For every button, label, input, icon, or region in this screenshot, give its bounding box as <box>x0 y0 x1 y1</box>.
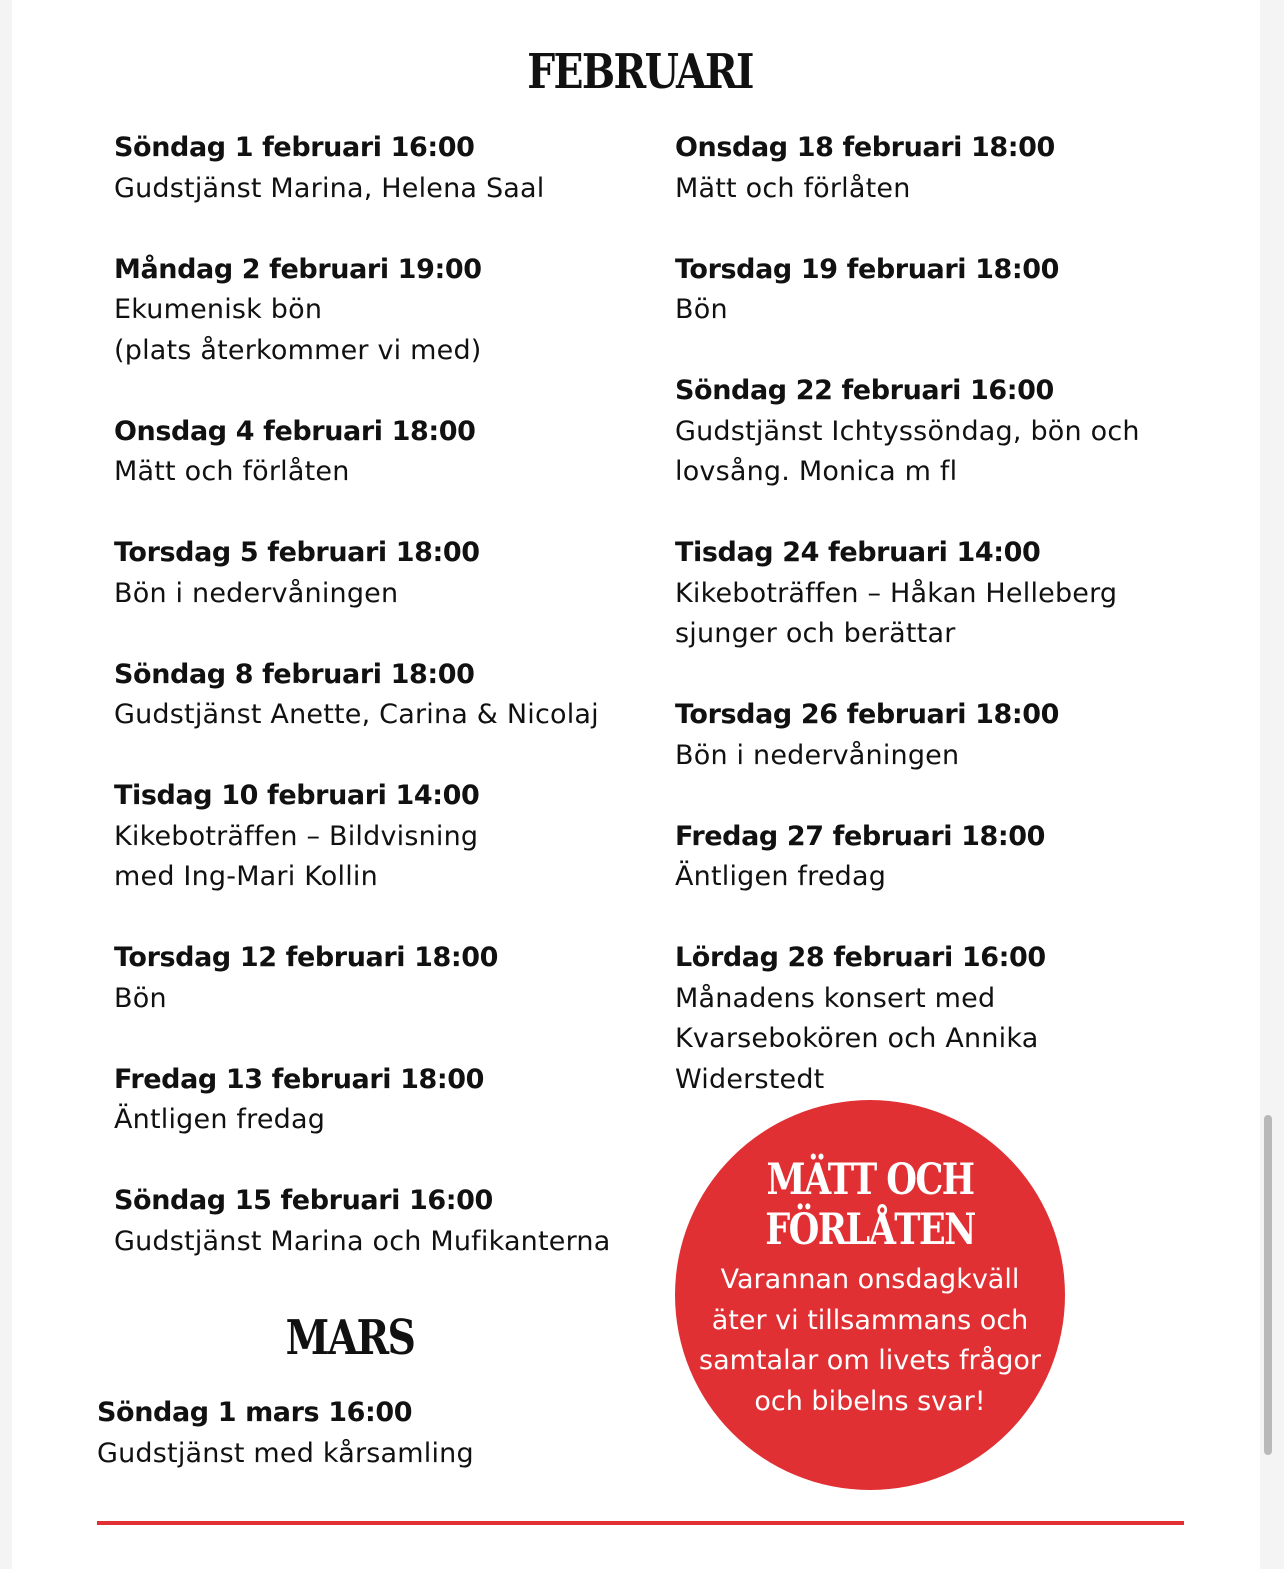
event-date: Måndag 2 februari 19:00 <box>114 253 482 285</box>
event-item <box>114 533 654 614</box>
event-item <box>675 533 1235 655</box>
event-description: Kikeboträffen – Bildvisning med Ing-Mari Kollin <box>114 820 479 892</box>
march-events <box>97 1393 637 1515</box>
event-description: Gudstjänst med kårsamling <box>97 1437 474 1469</box>
event-description: Gudstjänst Marina, Helena Saal <box>114 172 545 204</box>
event-item <box>114 776 654 898</box>
event-description: Gudstjänst Anette, Carina & Nicolaj <box>114 699 599 730</box>
event-description: Gudstjänst Marina och Mufikanterna <box>114 1225 611 1257</box>
event-description: Mätt och förlåten <box>675 172 911 204</box>
event-description: Bön i nedervåningen <box>114 577 399 609</box>
event-item <box>675 371 1235 493</box>
event-item <box>114 250 654 372</box>
event-date: Tisdag 10 februari 14:00 <box>114 780 480 811</box>
event-description: Ekumenisk bön (plats återkommer vi med) <box>114 294 482 366</box>
event-date: Torsdag 5 februari 18:00 <box>114 537 480 568</box>
event-item <box>114 1060 654 1141</box>
event-item <box>97 1393 637 1474</box>
event-description: Bön i nedervåningen <box>675 739 960 771</box>
event-item <box>675 817 1235 898</box>
event-item <box>114 938 654 1019</box>
event-description: Bön <box>114 982 167 1014</box>
event-item <box>114 412 654 493</box>
event-description: Äntligen fredag <box>675 861 887 892</box>
event-date: Tisdag 24 februari 14:00 <box>675 537 1041 568</box>
event-date: Torsdag 12 februari 18:00 <box>114 942 499 973</box>
badge-title: MÄTT OCH FÖRLÅTEN <box>765 1155 975 1255</box>
event-date: Söndag 8 februari 18:00 <box>114 658 475 690</box>
event-date: Torsdag 19 februari 18:00 <box>675 253 1060 285</box>
event-date: Fredag 13 februari 18:00 <box>114 1063 485 1095</box>
march-heading: MARS <box>285 1310 415 1366</box>
event-date: Söndag 1 februari 16:00 <box>114 132 475 163</box>
february-events-right <box>675 128 1235 1141</box>
event-date: Lördag 28 februari 16:00 <box>675 942 1046 973</box>
divider <box>97 1521 1184 1525</box>
scrollbar-thumb[interactable] <box>1264 1115 1272 1455</box>
event-date: Torsdag 26 februari 18:00 <box>675 699 1060 730</box>
event-description: Mätt och förlåten <box>114 456 350 487</box>
event-date: Söndag 15 februari 16:00 <box>114 1185 493 1216</box>
event-item <box>114 128 654 209</box>
event-description: Äntligen fredag <box>114 1104 326 1135</box>
february-heading: FEBRUARI <box>527 44 753 100</box>
event-item <box>114 1181 654 1262</box>
event-item <box>675 250 1235 331</box>
event-date: Onsdag 4 februari 18:00 <box>114 415 476 447</box>
promo-badge <box>675 1100 1065 1490</box>
event-date: Söndag 1 mars 16:00 <box>97 1397 413 1428</box>
event-description: Bön <box>675 294 728 325</box>
event-item <box>675 938 1235 1100</box>
event-date: Söndag 22 februari 16:00 <box>675 375 1054 406</box>
event-description: Gudstjänst Ichtyssöndag, bön och lovsång. Monica m fl <box>675 415 1140 487</box>
badge-text: Varannan onsdagkväll äter vi tillsammans och samtalar om livets frågor och bibelns svar! <box>699 1264 1041 1417</box>
event-item <box>675 695 1235 776</box>
february-events-left <box>114 128 654 1303</box>
event-item <box>675 128 1235 209</box>
event-date: Fredag 27 februari 18:00 <box>675 820 1046 852</box>
event-description: Kikeboträffen – Håkan Helleberg sjunger och berättar <box>675 577 1118 649</box>
event-description: Månadens konsert med Kvarsebokören och Annika Widerstedt <box>675 982 1039 1095</box>
event-item <box>114 655 654 736</box>
event-date: Onsdag 18 februari 18:00 <box>675 132 1055 163</box>
